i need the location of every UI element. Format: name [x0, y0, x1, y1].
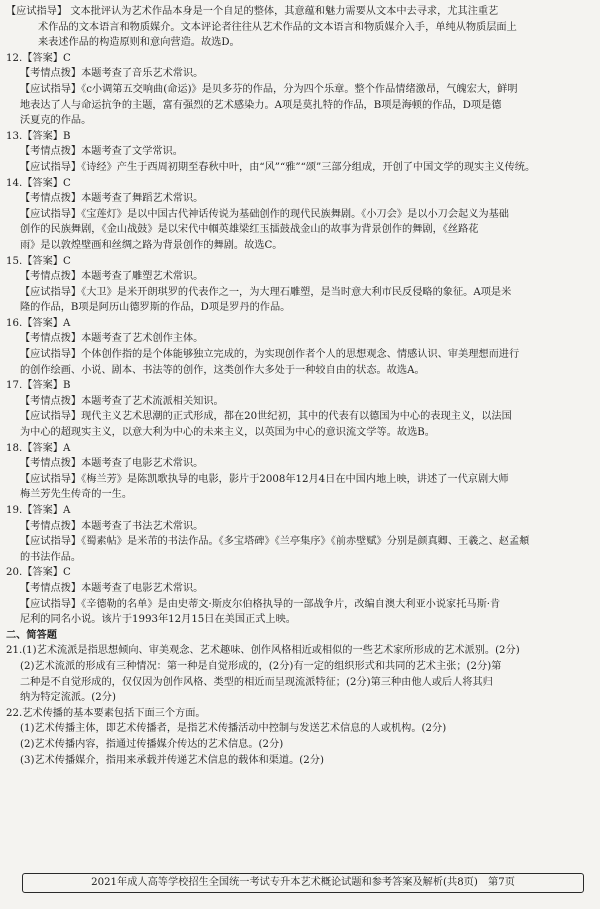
section-heading: 二、简答题 — [6, 628, 57, 641]
page-footer: 2021年成人高等学校招生全国统一考试专升本艺术概论试题和参考答案及解析(共8页) 第7页 — [22, 873, 584, 893]
answer-heading: 20.【答案】C — [6, 567, 71, 579]
text-line: 【考情点拨】本题考查了舞蹈艺术常识。 — [20, 193, 204, 205]
text-line: 尼利的同名小说。该片于1993年12月15日在美国正式上映。 — [20, 614, 296, 626]
text-line: 【应试指导】现代主义艺术思潮的正式形成，都在20世纪初，其中的代表有以德国为中心的表现主义，以法国 — [20, 411, 512, 423]
text-line: 【考情点拨】本题考查了雕塑艺术常识。 — [20, 271, 204, 283]
answer-heading: 12.【答案】C — [6, 52, 71, 64]
text-line: 【应试指导】《梅兰芳》是陈凯歌执导的电影，影片于2008年12月4日在中国内地上映，讲述了一代京剧大师 — [20, 473, 509, 485]
text-line: 【应试指导】《c小调第五交响曲(命运)》是贝多芬的作品，分为四个乐章。整个作品情绪激昂，气魄宏大，鲜明 — [20, 83, 518, 95]
text-line: 为中心的超现实主义，以意大利为中心的未来主义，以英国为中心的意识流文学等。故选B。 — [20, 427, 435, 439]
text-line: 【应试指导】《蜀素帖》是米芾的书法作品。《多宝塔碑》《兰亭集序》《前赤壁赋》分别是颜真卿、王羲之、赵孟頫 — [20, 536, 530, 548]
answer-heading: 22.艺术传播的基本要素包括下面三个方面。 — [6, 707, 206, 719]
answer-heading: 16.【答案】A — [6, 317, 71, 329]
answer-heading: 21.(1)艺术流派是指思想倾向、审美观念、艺术趣味、创作风格相近或相似的一些艺术家所形成的艺术派别。(2分) — [6, 645, 520, 657]
text-line: 【考情点拨】本题考查了艺术流派相关知识。 — [20, 395, 224, 407]
text-line: 【应试指导】《辛德勒的名单》是由史蒂文·斯皮尔伯格执导的一部战争片，改编自澳大利亚小说家托马斯·肯 — [20, 598, 501, 610]
answer-heading: 19.【答案】A — [6, 505, 71, 516]
text-line: (3)艺术传播媒介，指用来承载并传递艺术信息的载体和渠道。(2分) — [20, 754, 324, 766]
text-line: 【考情点拨】本题考查了电影艺术常识。 — [20, 582, 204, 594]
text-line: 沃夏克的作品。 — [20, 115, 92, 127]
answer-heading: 13.【答案】B — [6, 130, 71, 142]
text-line: 隆的作品，B项是阿历山德罗斯的作品，D项是罗丹的作品。 — [20, 302, 291, 314]
text-line: 【应试指导】 文本批评认为艺术作品本身是一个自足的整体，其意蕴和魅力需要从文本中去寻求，尤其注重艺 — [6, 6, 499, 17]
answer-heading: 14.【答案】C — [6, 177, 71, 189]
answer-heading: 15.【答案】C — [6, 255, 71, 267]
text-line: 纳为特定流派。(2分) — [20, 692, 116, 704]
text-line: (1)艺术传播主体，即艺术传播者，是指艺术传播活动中控制与发送艺术信息的人或机构。(2分) — [20, 723, 447, 735]
text-line: 【考情点拨】本题考查了电影艺术常识。 — [20, 458, 204, 470]
text-line: 来表述作品的构造原则和意向营造。故选D。 — [38, 37, 240, 49]
text-line: 术作品的文本语言和物质媒介。文本评论者往往从艺术作品的文本语言和物质媒介入手，单纯从物质层面上 — [38, 21, 517, 33]
text-line: 【考情点拨】本题考查了艺术创作主体。 — [20, 333, 204, 345]
text-line: 地表达了人与命运抗争的主题，富有强烈的艺术感染力。A项是莫扎特的作品，B项是海顿的作品，D项是德 — [20, 99, 502, 111]
text-line: 二种是不自觉形成的，仅仅因为创作风格、类型的相近而呈现流派特征；(2分)第三种由他人或后人将其归 — [20, 676, 493, 688]
answer-text-body — [6, 4, 590, 768]
text-line: 【应试指导】《诗经》产生于西周初期至春秋中叶，由“风”“雅”“颂”三部分组成，开创了中国文学的现实主义传统。 — [20, 161, 536, 173]
text-line: 创作的民族舞剧，《金山战鼓》是以宋代中帼英雄梁红玉擂鼓战金山的故事为背景创作的舞剧，《丝路花 — [20, 224, 479, 236]
text-line: 梅兰芳先生传奇的一生。 — [20, 489, 133, 501]
answer-heading: 17.【答案】B — [6, 380, 71, 392]
text-line: 【考情点拨】本题考查了文学常识。 — [20, 146, 183, 158]
text-line: 【考情点拨】本题考查了音乐艺术常识。 — [20, 68, 204, 80]
text-line: 【考情点拨】本题考查了书法艺术常识。 — [20, 520, 204, 532]
text-line: 的创作绘画、小说、剧本、书法等的创作，这类创作大多处于一种较自由的状态。故选A。 — [20, 364, 425, 376]
text-line: 【应试指导】个体创作指的是个体能够独立完成的，为实现创作者个人的思想观念、情感认识、审美理想而进行 — [20, 349, 520, 361]
text-line: 雨》是以敦煌壁画和丝绸之路为背景创作的舞剧。故选C。 — [20, 239, 283, 251]
text-line: 的书法作品。 — [20, 551, 82, 563]
text-line: 【应试指导】《宝莲灯》是以中国古代神话传说为基础创作的现代民族舞剧。《小刀会》是以小刀会起义为基础 — [20, 208, 509, 220]
answer-heading: 18.【答案】A — [6, 442, 71, 454]
text-line: (2)艺术传播内容，指通过传播媒介传达的艺术信息。(2分) — [20, 738, 284, 750]
text-line: (2)艺术流派的形成有三种情况：第一种是自觉形成的，(2分)有一定的组织形式和共同的艺术主张；(2分)第 — [20, 660, 502, 672]
text-line: 【应试指导】《大卫》是米开朗琪罗的代表作之一，为大理石雕塑，是当时意大利市民反侵略的象征。A项是米 — [20, 286, 512, 298]
